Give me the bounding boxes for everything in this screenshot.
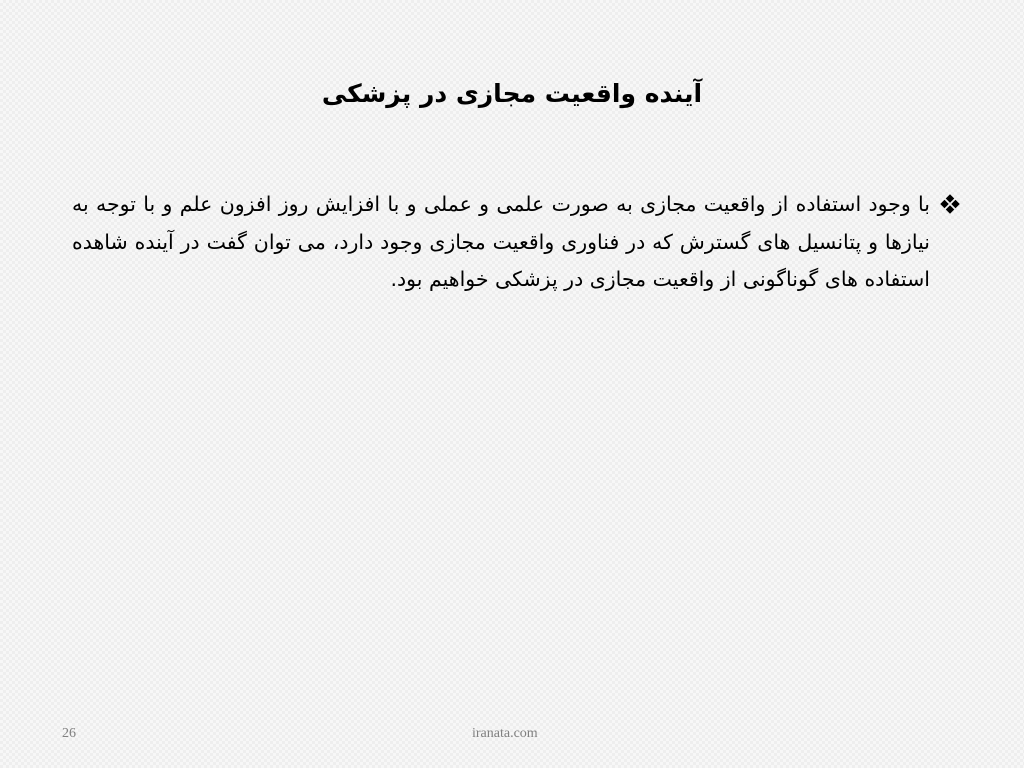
page-number: 26 <box>62 726 76 741</box>
bullet-paragraph <box>72 186 966 299</box>
bullet-text: با وجود استفاده از واقعیت مجازی به صورت علمی و عملی و با افزایش روز افزون علم و با توجه به نیازها و پتانسیل های گسترش که در فناوری واقعیت مجازی وجود دارد، می توان گفت در آینده شاهده استفاده های گوناگونی از واقعیت مجازی در پزشکی خواهیم بود. <box>72 192 930 291</box>
watermark-text: iranata.com <box>472 726 538 741</box>
diamond-bullet-icon <box>940 194 960 214</box>
slide-title: آینده واقعیت مجازی در پزشکی <box>321 79 703 108</box>
